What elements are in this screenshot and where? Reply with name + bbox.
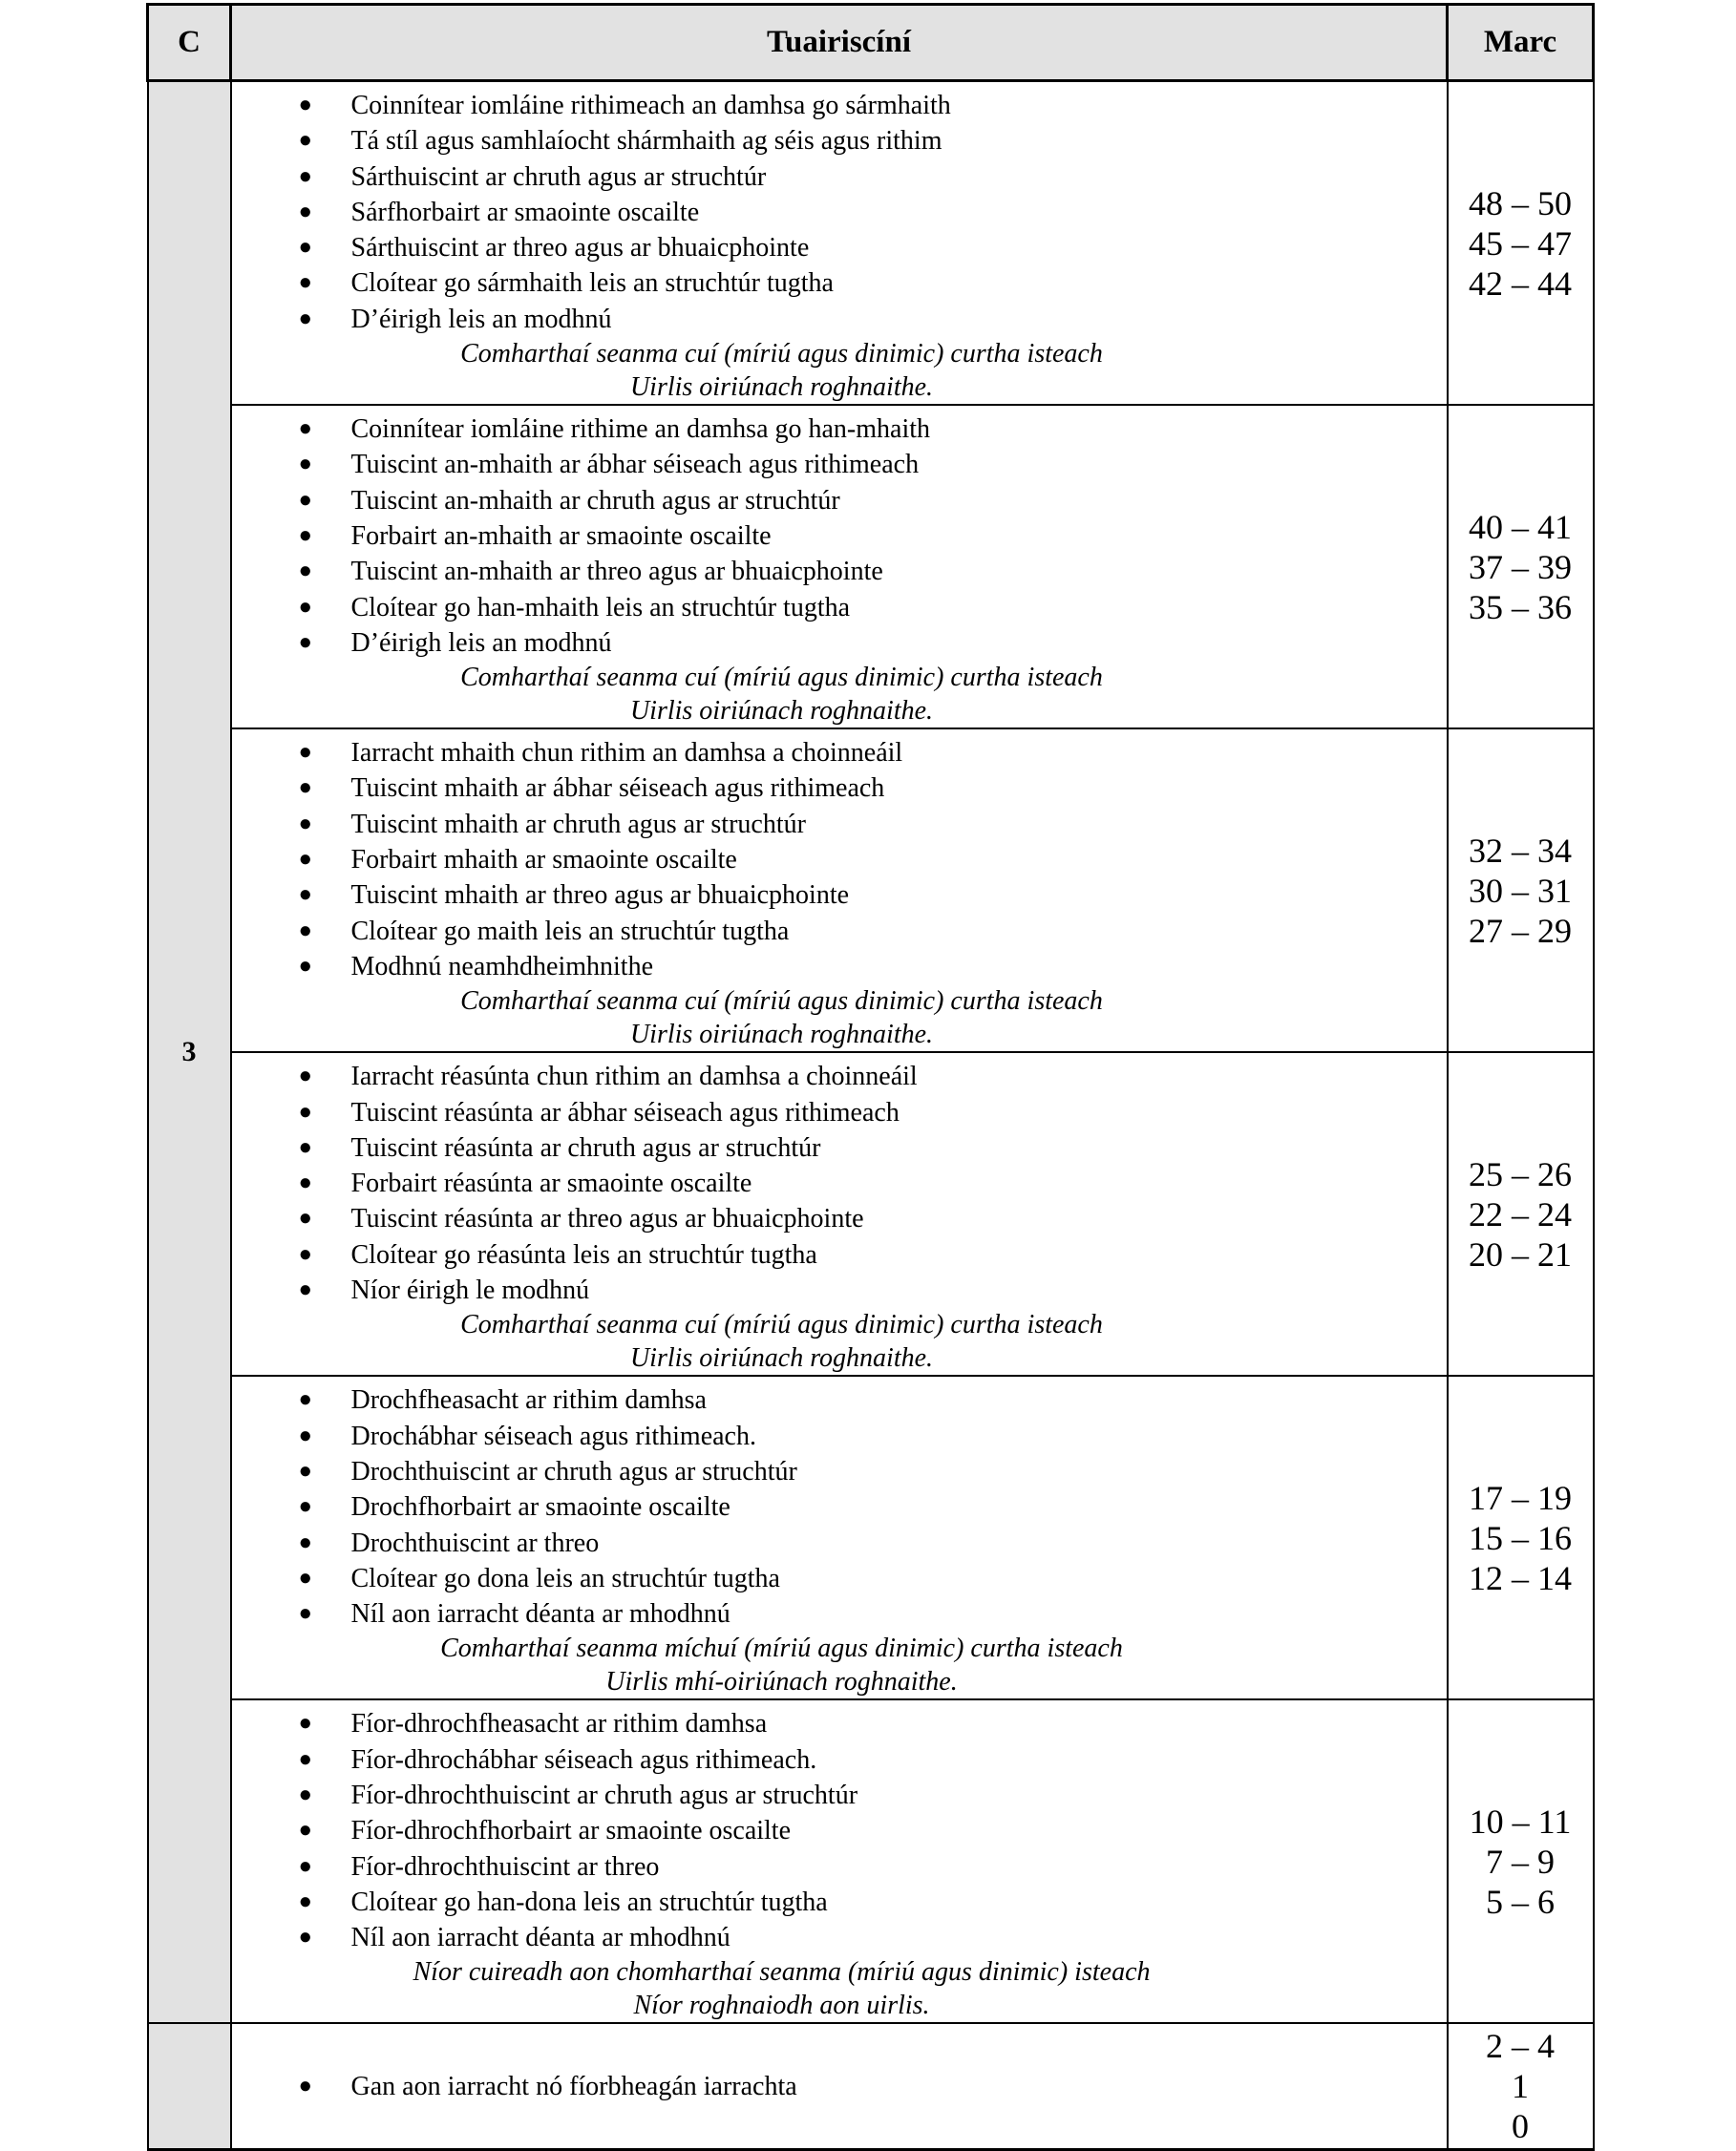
bullet-icon: ● [298, 522, 312, 548]
band-note: Níor cuireadh aon chomharthaí seanma (míriú agus dinimic) isteach [413, 1957, 1151, 1988]
criterion-text: Tuiscint mhaith ar chruth agus ar struchtúr [350, 809, 806, 839]
criterion-item [232, 590, 1447, 625]
criterion-text: Tuiscint réasúnta ar chruth agus ar struchtúr [350, 1132, 821, 1163]
rubric-table [146, 3, 1595, 2151]
band-note: Uirlis oiriúnach roghnaithe. [629, 696, 934, 727]
criterion-text: Forbairt mhaith ar smaointe oscailte [350, 845, 737, 875]
criterion-item [232, 1813, 1447, 1848]
criterion-item [232, 625, 1447, 661]
mark-range: 2 – 4 [1486, 2027, 1555, 2066]
criterion-item [232, 1885, 1447, 1920]
criterion-text: Cloítear go réasúnta leis an struchtúr tugtha [350, 1239, 817, 1270]
criterion-text: Coinnítear iomláine rithime an damhsa go han-mhaith [350, 414, 931, 445]
criterion-item [232, 1778, 1447, 1813]
criterion-text: Fíor-dhrochábhar séiseach agus rithimeach. [350, 1744, 817, 1775]
bullet-icon: ● [298, 128, 312, 154]
bullet-icon: ● [298, 416, 312, 442]
header-question: C [148, 5, 231, 81]
criterion-item [232, 123, 1447, 158]
criterion-item [232, 949, 1447, 984]
criterion-text: Gan aon iarracht nó fíorbheagán iarrachta [350, 2071, 797, 2101]
bullet-icon: ● [298, 1888, 312, 1914]
criterion-item [232, 447, 1447, 482]
criterion-text: D’éirigh leis an modhnú [350, 304, 612, 334]
mark-range: 10 – 11 [1469, 1802, 1572, 1841]
criterion-text: Cloítear go dona leis an struchtúr tugtha [350, 1563, 780, 1593]
band-row [148, 1052, 1594, 1376]
criterion-text: Forbairt réasúnta ar smaointe oscailte [350, 1169, 752, 1199]
band-descriptors [231, 1052, 1448, 1376]
band-marks [1448, 405, 1594, 728]
criterion-item [232, 1526, 1447, 1561]
question-cell-empty [148, 2023, 231, 2150]
criterion-text: Níl aon iarracht déanta ar mhodhnú [350, 1599, 730, 1630]
criterion-text: Cloítear go maith leis an struchtúr tugtha [350, 916, 790, 946]
rubric-body [148, 81, 1594, 2150]
criterion-item [232, 1849, 1447, 1885]
band-note: Comharthaí seanma cuí (míriú agus dinimic) curtha isteach [460, 663, 1103, 693]
criterion-item [232, 770, 1447, 806]
bullet-icon: ● [298, 452, 312, 477]
bullet-icon: ● [298, 1206, 312, 1232]
bullet-icon: ● [298, 163, 312, 189]
criterion-item [232, 735, 1447, 770]
bullet-icon: ● [298, 1601, 312, 1627]
band-row [148, 1376, 1594, 1699]
bullet-icon: ● [298, 811, 312, 836]
bullet-icon: ● [298, 629, 312, 655]
criteria-list [232, 406, 1447, 661]
criterion-text: Níor éirigh le modhnú [350, 1276, 590, 1306]
bullet-icon: ● [298, 1458, 312, 1484]
bullet-icon: ● [298, 1853, 312, 1879]
bullet-icon: ● [298, 487, 312, 513]
criterion-text: Tuiscint an-mhaith ar threo agus ar bhuaicphointe [350, 557, 883, 587]
criterion-text: Fíor-dhrochfheasacht ar rithim damhsa [350, 1709, 768, 1740]
bullet-icon: ● [298, 1099, 312, 1125]
mark-range: 40 – 41 [1469, 507, 1572, 546]
criterion-item [232, 302, 1447, 337]
bullet-icon: ● [298, 775, 312, 801]
mark-range: 5 – 6 [1486, 1882, 1555, 1921]
bullet-icon: ● [298, 559, 312, 584]
band-descriptors [231, 1376, 1448, 1699]
criterion-item [232, 2069, 797, 2104]
criterion-item [232, 1489, 1447, 1525]
band-marks [1448, 728, 1594, 1052]
mark-range: 45 – 47 [1469, 223, 1572, 263]
criterion-text: Tuiscint réasúnta ar ábhar séiseach agus rithimeach [350, 1097, 900, 1128]
criterion-item [232, 877, 1447, 913]
bullet-icon: ● [298, 199, 312, 224]
criterion-item [232, 230, 1447, 265]
criterion-text: Níl aon iarracht déanta ar mhodhnú [350, 1923, 730, 1953]
criterion-text: Iarracht mhaith chun rithim an damhsa a choinneáil [350, 738, 903, 769]
question-number: 3 [148, 81, 231, 2024]
criterion-item [232, 195, 1447, 230]
mark-range: 25 – 26 [1469, 1154, 1572, 1193]
bullet-icon: ● [298, 1387, 312, 1413]
band-note: Níor roghnaiodh aon uirlis. [633, 1991, 930, 2021]
criterion-text: Fíor-dhrochthuiscint ar threo [350, 1851, 660, 1882]
band-note: Uirlis oiriúnach roghnaithe. [629, 1343, 934, 1374]
criterion-item [232, 1920, 1447, 1955]
header-marks: Marc [1448, 5, 1594, 81]
criterion-item [232, 265, 1447, 301]
bullet-icon: ● [298, 306, 312, 331]
criterion-text: Sárthuiscint ar threo agus ar bhuaicphointe [350, 233, 810, 264]
bullet-icon: ● [298, 594, 312, 620]
criterion-text: Tá stíl agus samhlaíocht shármhaith ag séis agus rithim [350, 126, 942, 157]
criterion-item [232, 1273, 1447, 1308]
criterion-item [232, 1454, 1447, 1489]
band-marks [1448, 1376, 1594, 1699]
criterion-item [232, 1596, 1447, 1632]
bullet-icon: ● [298, 235, 312, 261]
band-descriptors [231, 81, 1448, 406]
mark-range: 42 – 44 [1469, 264, 1572, 303]
bullet-icon: ● [298, 1746, 312, 1772]
band-row [148, 1699, 1594, 2023]
mark-range: 1 [1512, 2067, 1529, 2106]
mark-range: 20 – 21 [1469, 1234, 1572, 1274]
band-note: Comharthaí seanma cuí (míriú agus dinimic) curtha isteach [460, 339, 1103, 369]
criterion-text: Fíor-dhrochthuiscint ar chruth agus ar struchtúr [350, 1780, 858, 1810]
criterion-item [232, 1382, 1447, 1418]
criterion-item [232, 483, 1447, 518]
band-note: Comharthaí seanma míchuí (míriú agus dinimic) curtha isteach [440, 1634, 1123, 1664]
band-descriptors [231, 405, 1448, 728]
criterion-text: Drochthuiscint ar threo [350, 1528, 600, 1558]
criteria-list [232, 1377, 1447, 1632]
criterion-item [232, 1095, 1447, 1130]
bullet-icon: ● [298, 1423, 312, 1448]
bullet-icon: ● [298, 1494, 312, 1520]
bullet-icon: ● [298, 270, 312, 296]
band-marks [1448, 81, 1594, 406]
band-row [148, 405, 1594, 728]
mark-range: 0 [1512, 2107, 1529, 2146]
criterion-item [232, 159, 1447, 195]
band-note: Uirlis oiriúnach roghnaithe. [629, 372, 934, 403]
mark-range: 27 – 29 [1469, 911, 1572, 950]
mark-range: 30 – 31 [1469, 871, 1572, 910]
criterion-item [232, 1166, 1447, 1201]
criteria-list [232, 1053, 1447, 1308]
criterion-item [232, 88, 1447, 123]
criterion-text: Drochfheasacht ar rithim damhsa [350, 1385, 707, 1416]
bullet-icon: ● [298, 1925, 312, 1951]
criterion-text: Coinnítear iomláine rithimeach an damhsa go sármhaith [350, 91, 951, 120]
criterion-text: Cloítear go han-dona leis an struchtúr tugtha [350, 1887, 828, 1917]
criterion-item [232, 1742, 1447, 1778]
mark-range: 15 – 16 [1469, 1518, 1572, 1557]
mark-range: 12 – 14 [1469, 1558, 1572, 1597]
band-note: Uirlis oiriúnach roghnaithe. [629, 1020, 934, 1050]
criterion-text: Drochthuiscint ar chruth agus ar struchtúr [350, 1456, 797, 1487]
band-descriptors [231, 728, 1448, 1052]
criterion-text: Modhnú neamhdheimhnithe [350, 951, 654, 981]
bullet-icon: ● [298, 1565, 312, 1591]
bullet-icon: ● [298, 882, 312, 908]
mark-range: 48 – 50 [1469, 183, 1572, 222]
band-marks [1448, 1052, 1594, 1376]
bullet-icon: ● [298, 1241, 312, 1267]
criteria-list [232, 82, 1447, 337]
bullet-icon: ● [298, 917, 312, 943]
criterion-item [232, 1419, 1447, 1454]
band-row [148, 81, 1594, 406]
bullet-icon: ● [298, 1170, 312, 1196]
criterion-text: Tuiscint mhaith ar threo agus ar bhuaicphointe [350, 880, 850, 911]
bullet-icon: ● [298, 1134, 312, 1160]
criteria-list [232, 729, 1447, 984]
criterion-item [232, 1059, 1447, 1094]
criterion-item [232, 1201, 1447, 1236]
criterion-text: D’éirigh leis an modhnú [350, 627, 612, 658]
criterion-text: Drochábhar séiseach agus rithimeach. [350, 1421, 756, 1451]
bullet-icon: ● [298, 847, 312, 873]
band-row [148, 728, 1594, 1052]
criterion-item [232, 554, 1447, 589]
band-note: Uirlis mhí-oiriúnach roghnaithe. [605, 1667, 958, 1698]
last-band-marks [1448, 2023, 1594, 2150]
last-band-row [148, 2023, 1594, 2150]
marking-scheme [146, 3, 1592, 2146]
band-descriptors [231, 1699, 1448, 2023]
mark-range: 22 – 24 [1469, 1194, 1572, 1234]
criterion-item [232, 914, 1447, 949]
bullet-icon: ● [298, 1277, 312, 1303]
criterion-text: Drochfhorbairt ar smaointe oscailte [350, 1492, 730, 1523]
mark-range: 17 – 19 [1469, 1478, 1572, 1517]
criterion-item [232, 842, 1447, 877]
criterion-text: Tuiscint réasúnta ar threo agus ar bhuaicphointe [350, 1204, 864, 1234]
bullet-icon: ● [298, 1782, 312, 1807]
bullet-icon: ● [298, 1064, 312, 1089]
mark-range: 37 – 39 [1469, 547, 1572, 586]
criterion-item [232, 1130, 1447, 1166]
criterion-item [232, 411, 1447, 447]
criterion-text: Tuiscint an-mhaith ar ábhar séiseach agus rithimeach [350, 450, 920, 480]
criterion-text: Tuiscint an-mhaith ar chruth agus ar struchtúr [350, 485, 840, 516]
band-note: Comharthaí seanma cuí (míriú agus dinimic) curtha isteach [460, 1310, 1103, 1340]
bullet-icon: ● [298, 1529, 312, 1555]
criterion-text: Sárthuiscint ar chruth agus ar struchtúr [350, 161, 767, 192]
criteria-list [232, 1700, 1447, 1955]
bullet-icon: ● [298, 1818, 312, 1844]
band-note: Comharthaí seanma cuí (míriú agus dinimic) curtha isteach [460, 986, 1103, 1017]
mark-range: 35 – 36 [1469, 587, 1572, 626]
criterion-item [232, 807, 1447, 842]
band-marks [1448, 1699, 1594, 2023]
criterion-item [232, 1706, 1447, 1741]
criterion-item [232, 1561, 1447, 1596]
criterion-text: Sárfhorbairt ar smaointe oscailte [350, 197, 700, 227]
criterion-text: Cloítear go han-mhaith leis an struchtúr tugtha [350, 592, 851, 622]
criterion-item [232, 518, 1447, 554]
criterion-text: Tuiscint mhaith ar ábhar séiseach agus rithimeach [350, 773, 885, 804]
bullet-icon: ● [298, 1711, 312, 1737]
criterion-text: Fíor-dhrochfhorbairt ar smaointe oscailte [350, 1816, 792, 1846]
header-row [148, 5, 1594, 81]
last-band-descriptors [231, 2023, 1448, 2150]
bullet-icon: ● [298, 93, 312, 117]
bullet-icon: ● [298, 2073, 312, 2098]
criterion-text: Cloítear go sármhaith leis an struchtúr tugtha [350, 268, 834, 299]
header-descriptions: Tuairiscíní [231, 5, 1448, 81]
bullet-icon: ● [298, 740, 312, 766]
criterion-item [232, 1237, 1447, 1273]
criterion-text: Iarracht réasúnta chun rithim an damhsa a choinneáil [350, 1062, 918, 1092]
bullet-icon: ● [298, 953, 312, 979]
criterion-text: Forbairt an-mhaith ar smaointe oscailte [350, 520, 772, 551]
mark-range: 7 – 9 [1486, 1842, 1555, 1881]
mark-range: 32 – 34 [1469, 831, 1572, 870]
